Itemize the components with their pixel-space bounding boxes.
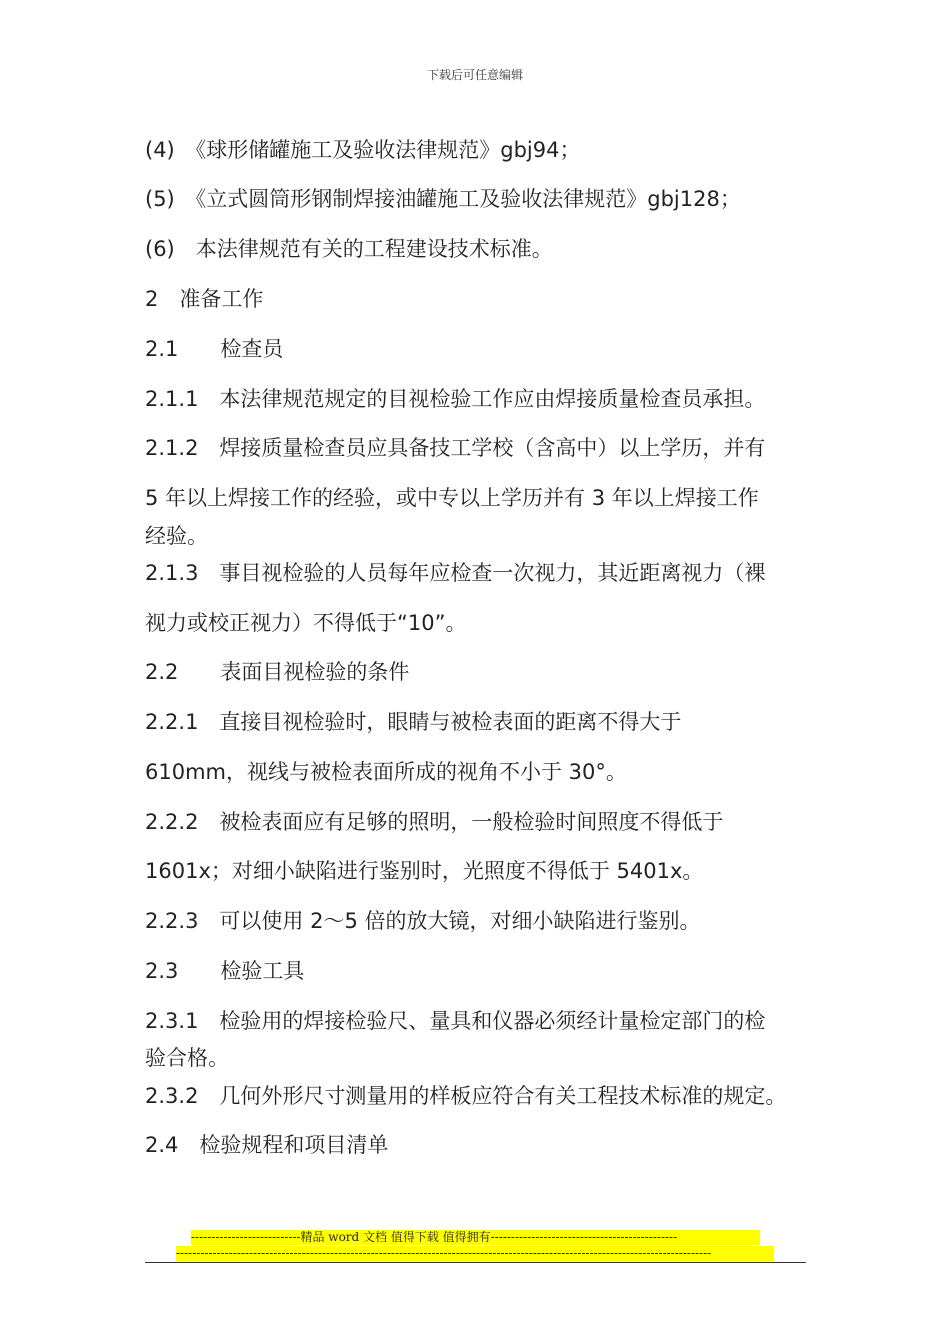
text-line: 5 年以上焊接工作的经验，或中专以上学历并有 3 年以上焊接工作 [145, 486, 759, 510]
text-line: 610mm，视线与被检表面所成的视角不小于 30°。 [145, 760, 627, 784]
page-header: 下载后可任意编辑 [426, 68, 523, 82]
text-line: 2.3.2 几何外形尺寸测量用的样板应符合有关工程技术标准的规定。 [145, 1084, 787, 1108]
text-line: 2.1.3 事目视检验的人员每年应检查一次视力，其近距离视力（裸 [145, 561, 766, 585]
subsection-heading: 2.3 检验工具 [145, 959, 305, 983]
footer-rule [145, 1262, 806, 1263]
text-line: 2.3.1 检验用的焊接检验尺、量具和仪器必须经计量检定部门的检 [145, 1009, 766, 1033]
text-line: 2.2.3 可以使用 2～5 倍的放大镜，对细小缺陷进行鉴别。 [145, 909, 701, 933]
text-line: 2.2.1 直接目视检验时，眼睛与被检表面的距离不得大于 [145, 710, 682, 734]
footer-banner-line1: ---------------------------精品 word 文档 值得下载 值得拥有---------------------------------------------- [191, 1230, 760, 1245]
text-line: 1601x；对细小缺陷进行鉴别时，光照度不得低于 5401x。 [145, 859, 704, 883]
subsection-heading: 2.4 检验规程和项目清单 [145, 1133, 389, 1157]
text-line: 2.1.1 本法律规范规定的目视检验工作应由焊接质量检查员承担。 [145, 387, 766, 411]
section-heading: 2 准备工作 [145, 287, 264, 311]
subsection-heading: 2.1 检查员 [145, 337, 284, 361]
text-line: 验合格。 [145, 1046, 229, 1070]
footer-banner-line2: ------------------------------------------------------------------------------------------------------------------------------------ [176, 1246, 774, 1261]
text-line: (4) 《球形储罐施工及验收法律规范》gbj94； [145, 138, 581, 162]
text-line: (5) 《立式圆筒形钢制焊接油罐施工及验收法律规范》gbj128； [145, 187, 741, 211]
text-line: 2.2.2 被检表面应有足够的照明，一般检验时间照度不得低于 [145, 810, 724, 834]
text-line: (6) 本法律规范有关的工程建设技术标准。 [145, 237, 553, 261]
text-line: 视力或校正视力）不得低于“10”。 [145, 611, 467, 635]
text-line: 经验。 [145, 524, 208, 548]
subsection-heading: 2.2 表面目视检验的条件 [145, 660, 410, 684]
text-line: 2.1.2 焊接质量检查员应具备技工学校（含高中）以上学历，并有 [145, 436, 766, 460]
